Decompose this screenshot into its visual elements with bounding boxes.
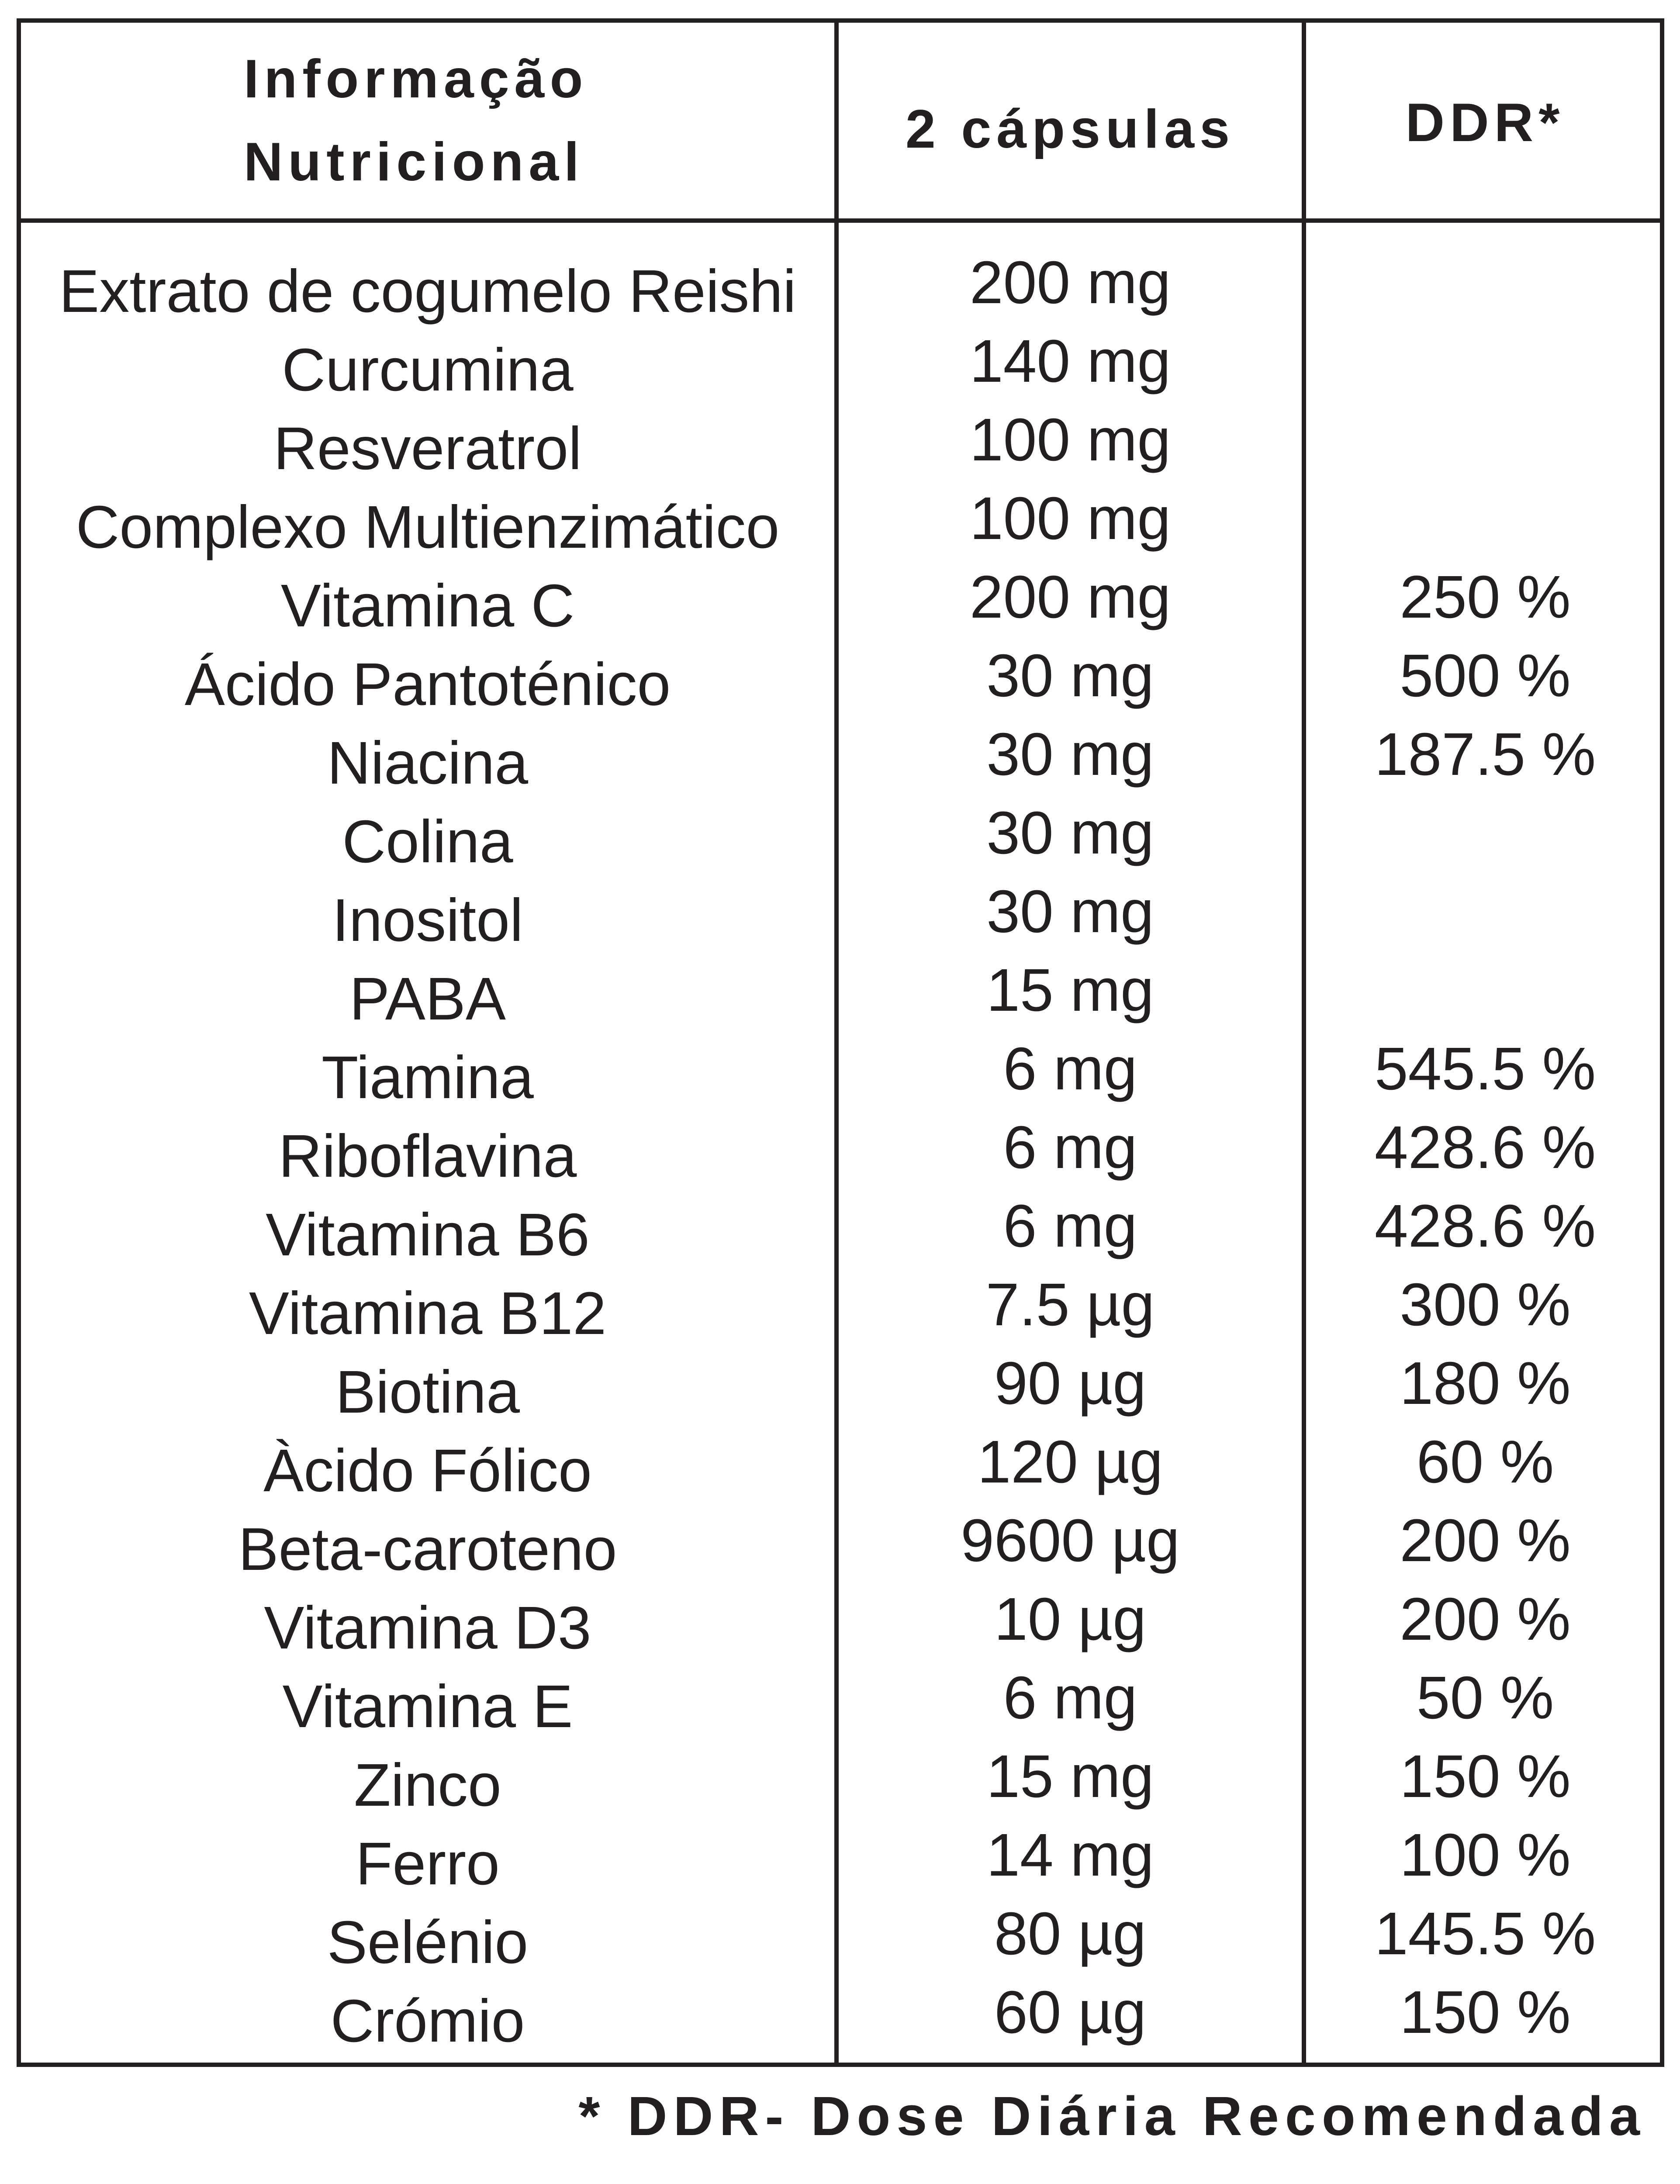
nutrient-quantity: 6 mg [1003,1664,1137,1731]
nutrient-ddr: 300 % [1400,1271,1571,1338]
table-row [21,1659,1660,1740]
nutrient-quantity: 6 mg [1003,1192,1137,1260]
nutrient-quantity: 80 µg [994,1900,1147,1967]
nutrient-quantity: 10 µg [994,1586,1147,1653]
table-row [21,951,1660,1033]
table-row [21,322,1660,404]
nutrient-quantity: 30 mg [986,878,1154,945]
nutrient-ddr [1306,243,1664,322]
nutrient-name: Niacina [327,729,529,797]
nutrient-ddr: 100 % [1400,1821,1571,1889]
table-row [21,1737,1660,1819]
nutrient-quantity: 6 mg [1003,1035,1137,1102]
table-row [21,1423,1660,1504]
header-divider [21,218,1660,223]
nutrient-quantity: 30 mg [986,642,1154,709]
nutrient-quantity: 14 mg [986,1821,1154,1889]
table-row [21,401,1660,482]
header-ddr: DDR* [1405,93,1565,153]
footnote: * DDR- Dose Diária Recomendada [578,2085,1646,2147]
nutrient-quantity: 120 µg [977,1428,1163,1496]
nutrient-ddr: 200 % [1400,1586,1571,1653]
table-row [21,1108,1660,1190]
table-row [21,1973,1660,2055]
table-row [21,1816,1660,1897]
nutrient-quantity: 15 mg [986,1743,1154,1810]
nutrient-ddr [1306,401,1664,479]
nutrient-name: PABA [349,965,506,1033]
table-row [21,715,1660,797]
table-row [21,1501,1660,1583]
nutrient-quantity: 60 µg [994,1979,1147,2046]
nutrient-quantity: 200 mg [969,563,1171,631]
table-row [21,243,1660,325]
nutrient-name: Extrato de cogumelo Reishi [59,258,796,325]
nutrient-ddr: 500 % [1400,642,1571,709]
nutrient-quantity: 7.5 µg [985,1271,1155,1338]
nutrient-ddr [1306,479,1664,558]
nutrient-name: Ácido Pantoténico [184,651,671,718]
table-row [21,1580,1660,1662]
nutrient-ddr [1306,322,1664,401]
table-row [21,1265,1660,1347]
nutrient-name: Vitamina B6 [266,1201,590,1268]
nutrient-ddr: 60 % [1416,1428,1554,1496]
nutrient-name: Vitamina C [280,572,575,639]
nutrient-quantity: 140 mg [969,328,1171,395]
table-body [21,243,1660,2055]
nutrient-name: Vitamina B12 [249,1280,607,1347]
header-nutrition-info [21,23,834,218]
nutrient-name: Àcido Fólico [263,1437,592,1504]
nutrient-name: Inositol [332,887,523,954]
nutrient-ddr [1306,872,1664,951]
table-row [21,872,1660,954]
header-name-line2: Nutricional [244,132,584,192]
nutrient-quantity: 200 mg [969,249,1171,316]
nutrient-name: Colina [342,808,513,875]
nutrient-quantity: 30 mg [986,799,1154,867]
nutrient-ddr: 250 % [1400,563,1571,631]
nutrient-ddr [1306,794,1664,872]
nutrient-name: Resveratrol [273,415,582,482]
nutrient-name: Vitamina D3 [264,1594,591,1662]
nutrient-ddr: 187.5 % [1374,721,1596,788]
table-row [21,1894,1660,1976]
nutrient-name: Curcumina [282,336,574,404]
table-row [21,1030,1660,1111]
nutrient-ddr: 428.6 % [1374,1114,1596,1181]
nutrient-ddr: 150 % [1400,1979,1571,2046]
nutrient-ddr: 545.5 % [1374,1035,1596,1102]
nutrient-ddr: 150 % [1400,1743,1571,1810]
nutrient-name: Vitamina E [282,1673,573,1740]
nutrient-ddr: 200 % [1400,1507,1571,1574]
table-row [21,558,1660,639]
nutrient-name: Ferro [356,1830,500,1897]
nutrient-quantity: 30 mg [986,721,1154,788]
nutrient-name: Tiamina [321,1044,534,1111]
nutrient-quantity: 90 µg [994,1350,1147,1417]
nutrient-name: Complexo Multienzimático [76,494,780,561]
nutrient-name: Biotina [335,1358,520,1426]
table-row [21,479,1660,561]
header-quantity: 2 cápsulas [905,99,1235,159]
nutrient-ddr: 180 % [1400,1350,1571,1417]
nutrient-name: Zinco [354,1752,501,1819]
nutrient-name: Riboflavina [278,1123,577,1190]
nutrient-quantity: 9600 µg [961,1507,1180,1574]
header-name-line1: Informação [244,49,588,109]
nutrient-ddr: 428.6 % [1374,1192,1596,1260]
nutrient-ddr: 145.5 % [1374,1900,1596,1967]
nutrient-ddr [1306,951,1664,1030]
nutrient-name: Selénio [327,1909,529,1976]
nutrient-quantity: 6 mg [1003,1114,1137,1181]
table-row [21,1344,1660,1426]
table-row [21,636,1660,718]
nutrient-name: Crómio [330,1987,525,2055]
nutrient-quantity: 100 mg [969,485,1171,552]
table-row [21,794,1660,875]
nutrition-table [17,18,1664,2067]
nutrient-quantity: 15 mg [986,957,1154,1024]
table-row [21,1187,1660,1268]
nutrient-name: Beta-caroteno [238,1516,617,1583]
nutrient-quantity: 100 mg [969,406,1171,473]
nutrient-ddr: 50 % [1416,1664,1554,1731]
